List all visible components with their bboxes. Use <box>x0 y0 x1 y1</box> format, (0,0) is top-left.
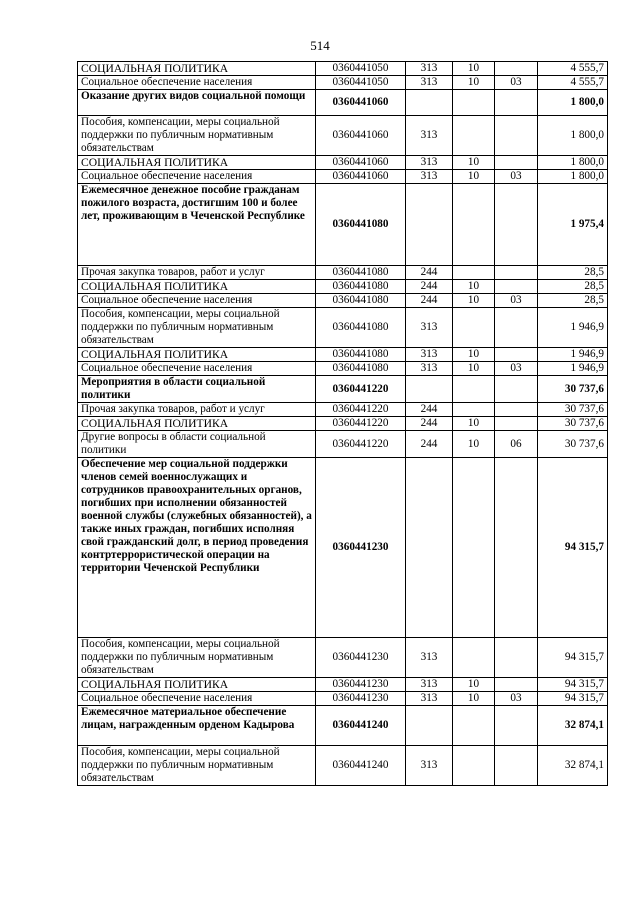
row-subsection-cell <box>495 116 538 156</box>
row-subsection-cell: 03 <box>495 76 538 90</box>
row-name-cell: Пособия, компенсации, меры социальной поддержки по публичным нормативным обязательствам <box>78 746 316 786</box>
row-amount-cell: 94 315,7 <box>538 638 608 678</box>
row-amount-cell: 1 946,9 <box>538 348 608 362</box>
table-row <box>78 417 608 431</box>
row-name-cell: СОЦИАЛЬНАЯ ПОЛИТИКА <box>78 62 316 76</box>
row-name-cell: СОЦИАЛЬНАЯ ПОЛИТИКА <box>78 417 316 431</box>
row-subsection-cell: 03 <box>495 362 538 376</box>
row-expense-type-cell <box>406 706 453 746</box>
row-name-cell: Социальное обеспечение населения <box>78 692 316 706</box>
table-row <box>78 76 608 90</box>
row-section-cell <box>453 376 495 403</box>
row-expense-type-cell: 313 <box>406 62 453 76</box>
row-code-cell: 0360441230 <box>316 638 406 678</box>
table-row <box>78 116 608 156</box>
row-section-cell <box>453 458 495 638</box>
row-subsection-cell: 03 <box>495 294 538 308</box>
page-number: 514 <box>310 38 330 53</box>
row-code-cell: 0360441220 <box>316 403 406 417</box>
row-code-cell: 0360441080 <box>316 362 406 376</box>
row-section-cell <box>453 184 495 266</box>
row-name-cell: Пособия, компенсации, меры социальной поддержки по публичным нормативным обязательствам <box>78 308 316 348</box>
row-amount-cell: 30 737,6 <box>538 376 608 403</box>
row-section-cell: 10 <box>453 280 495 294</box>
row-code-cell: 0360441050 <box>316 76 406 90</box>
table-row <box>78 403 608 417</box>
table-row <box>78 280 608 294</box>
row-name-cell: Обеспечение мер социальной поддержки членов семей военнослужащих и сотрудников правоохранительных органов, погибших при исполнении обязанностей военной службы (служебных обязанностей), а также иных граждан, погибших исполняя свой гражданский долг, в период проведения контртеррористической операции на территории Чеченской Республики <box>78 458 316 638</box>
row-amount-cell: 28,5 <box>538 266 608 280</box>
row-section-cell <box>453 90 495 116</box>
row-amount-cell: 94 315,7 <box>538 692 608 706</box>
row-amount-cell: 32 874,1 <box>538 706 608 746</box>
row-section-cell: 10 <box>453 170 495 184</box>
table-row <box>78 746 608 786</box>
row-code-cell: 0360441080 <box>316 266 406 280</box>
row-code-cell: 0360441080 <box>316 280 406 294</box>
row-section-cell: 10 <box>453 62 495 76</box>
row-amount-cell: 1 946,9 <box>538 308 608 348</box>
row-expense-type-cell: 313 <box>406 362 453 376</box>
row-expense-type-cell: 313 <box>406 308 453 348</box>
row-code-cell: 0360441230 <box>316 458 406 638</box>
row-amount-cell: 30 737,6 <box>538 417 608 431</box>
row-name-cell: Прочая закупка товаров, работ и услуг <box>78 403 316 417</box>
row-code-cell: 0360441220 <box>316 376 406 403</box>
row-section-cell: 10 <box>453 417 495 431</box>
row-expense-type-cell: 244 <box>406 403 453 417</box>
table-row <box>78 156 608 170</box>
row-name-cell: Мероприятия в области социальной политики <box>78 376 316 403</box>
row-expense-type-cell: 313 <box>406 156 453 170</box>
row-name-cell: Ежемесячное материальное обеспечение лицам, награжденным орденом Кадырова <box>78 706 316 746</box>
row-name-cell: СОЦИАЛЬНАЯ ПОЛИТИКА <box>78 678 316 692</box>
row-subsection-cell: 03 <box>495 170 538 184</box>
row-section-cell <box>453 706 495 746</box>
row-subsection-cell <box>495 746 538 786</box>
table-row <box>78 90 608 116</box>
row-code-cell: 0360441220 <box>316 431 406 458</box>
row-name-cell: Социальное обеспечение населения <box>78 294 316 308</box>
row-subsection-cell <box>495 90 538 116</box>
row-code-cell: 0360441240 <box>316 746 406 786</box>
row-section-cell <box>453 403 495 417</box>
row-amount-cell: 1 975,4 <box>538 184 608 266</box>
row-subsection-cell <box>495 62 538 76</box>
row-amount-cell: 4 555,7 <box>538 76 608 90</box>
row-amount-cell: 1 800,0 <box>538 116 608 156</box>
row-code-cell: 0360441060 <box>316 90 406 116</box>
row-name-cell: Другие вопросы в области социальной политики <box>78 431 316 458</box>
row-code-cell: 0360441080 <box>316 308 406 348</box>
row-expense-type-cell <box>406 376 453 403</box>
row-code-cell: 0360441060 <box>316 170 406 184</box>
row-name-cell: Социальное обеспечение населения <box>78 76 316 90</box>
table-row <box>78 184 608 266</box>
row-section-cell: 10 <box>453 431 495 458</box>
row-expense-type-cell: 313 <box>406 678 453 692</box>
row-subsection-cell <box>495 417 538 431</box>
row-subsection-cell: 06 <box>495 431 538 458</box>
table-row <box>78 170 608 184</box>
row-subsection-cell <box>495 458 538 638</box>
row-expense-type-cell: 244 <box>406 266 453 280</box>
row-subsection-cell <box>495 280 538 294</box>
row-subsection-cell <box>495 376 538 403</box>
row-code-cell: 0360441220 <box>316 417 406 431</box>
table-row <box>78 294 608 308</box>
row-name-cell: Пособия, компенсации, меры социальной поддержки по публичным нормативным обязательствам <box>78 638 316 678</box>
row-subsection-cell <box>495 266 538 280</box>
row-subsection-cell <box>495 403 538 417</box>
row-name-cell: Оказание других видов социальной помощи <box>78 90 316 116</box>
row-subsection-cell <box>495 678 538 692</box>
row-amount-cell: 1 800,0 <box>538 156 608 170</box>
table-row <box>78 458 608 638</box>
row-expense-type-cell <box>406 458 453 638</box>
row-code-cell: 0360441230 <box>316 692 406 706</box>
row-subsection-cell <box>495 184 538 266</box>
row-subsection-cell: 03 <box>495 692 538 706</box>
row-code-cell: 0360441230 <box>316 678 406 692</box>
table-row <box>78 62 608 76</box>
table-row <box>78 362 608 376</box>
row-expense-type-cell: 244 <box>406 417 453 431</box>
row-amount-cell: 1 946,9 <box>538 362 608 376</box>
row-subsection-cell <box>495 706 538 746</box>
table-row <box>78 431 608 458</box>
row-section-cell <box>453 638 495 678</box>
budget-table-body <box>78 62 608 786</box>
row-code-cell: 0360441080 <box>316 348 406 362</box>
row-amount-cell: 4 555,7 <box>538 62 608 76</box>
table-row <box>78 692 608 706</box>
row-subsection-cell <box>495 638 538 678</box>
row-name-cell: СОЦИАЛЬНАЯ ПОЛИТИКА <box>78 280 316 294</box>
row-section-cell <box>453 746 495 786</box>
row-amount-cell: 1 800,0 <box>538 90 608 116</box>
row-amount-cell: 1 800,0 <box>538 170 608 184</box>
table-row <box>78 308 608 348</box>
row-code-cell: 0360441080 <box>316 184 406 266</box>
table-row <box>78 266 608 280</box>
row-amount-cell: 30 737,6 <box>538 431 608 458</box>
row-section-cell: 10 <box>453 678 495 692</box>
row-section-cell: 10 <box>453 348 495 362</box>
table-row <box>78 638 608 678</box>
row-expense-type-cell: 313 <box>406 638 453 678</box>
row-expense-type-cell <box>406 90 453 116</box>
table-row <box>78 348 608 362</box>
row-expense-type-cell: 313 <box>406 692 453 706</box>
row-expense-type-cell: 244 <box>406 294 453 308</box>
table-row <box>78 376 608 403</box>
row-subsection-cell <box>495 348 538 362</box>
row-name-cell: Социальное обеспечение населения <box>78 362 316 376</box>
row-amount-cell: 28,5 <box>538 280 608 294</box>
row-section-cell: 10 <box>453 362 495 376</box>
row-expense-type-cell: 244 <box>406 280 453 294</box>
row-code-cell: 0360441080 <box>316 294 406 308</box>
row-section-cell <box>453 266 495 280</box>
table-row <box>78 706 608 746</box>
row-expense-type-cell: 313 <box>406 76 453 90</box>
row-expense-type-cell: 313 <box>406 170 453 184</box>
row-amount-cell: 94 315,7 <box>538 458 608 638</box>
row-amount-cell: 32 874,1 <box>538 746 608 786</box>
row-expense-type-cell: 244 <box>406 431 453 458</box>
row-subsection-cell <box>495 156 538 170</box>
row-name-cell: СОЦИАЛЬНАЯ ПОЛИТИКА <box>78 348 316 362</box>
table-row <box>78 678 608 692</box>
row-code-cell: 0360441060 <box>316 116 406 156</box>
row-expense-type-cell: 313 <box>406 746 453 786</box>
row-expense-type-cell <box>406 184 453 266</box>
row-section-cell: 10 <box>453 76 495 90</box>
row-section-cell: 10 <box>453 156 495 170</box>
row-section-cell: 10 <box>453 692 495 706</box>
row-name-cell: Пособия, компенсации, меры социальной поддержки по публичным нормативным обязательствам <box>78 116 316 156</box>
row-code-cell: 0360441050 <box>316 62 406 76</box>
row-expense-type-cell: 313 <box>406 348 453 362</box>
row-section-cell <box>453 116 495 156</box>
row-amount-cell: 28,5 <box>538 294 608 308</box>
row-name-cell: СОЦИАЛЬНАЯ ПОЛИТИКА <box>78 156 316 170</box>
row-code-cell: 0360441060 <box>316 156 406 170</box>
row-subsection-cell <box>495 308 538 348</box>
row-section-cell <box>453 308 495 348</box>
row-name-cell: Социальное обеспечение населения <box>78 170 316 184</box>
row-name-cell: Прочая закупка товаров, работ и услуг <box>78 266 316 280</box>
row-expense-type-cell: 313 <box>406 116 453 156</box>
row-code-cell: 0360441240 <box>316 706 406 746</box>
row-section-cell: 10 <box>453 294 495 308</box>
budget-table <box>77 61 608 786</box>
row-amount-cell: 94 315,7 <box>538 678 608 692</box>
row-name-cell: Ежемесячное денежное пособие гражданам пожилого возраста, достигшим 100 и более лет, проживающим в Чеченской Республике <box>78 184 316 266</box>
row-amount-cell: 30 737,6 <box>538 403 608 417</box>
